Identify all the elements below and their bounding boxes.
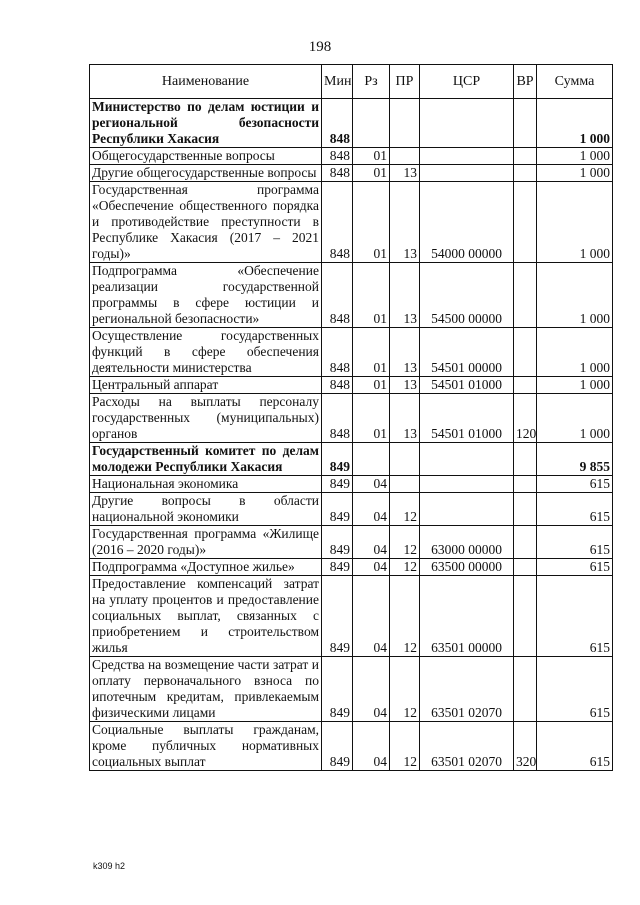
table-row — [90, 182, 613, 263]
cell-vr — [514, 493, 537, 526]
table-row — [90, 526, 613, 559]
cell-csr: 54501 01000 — [420, 394, 514, 443]
cell-name: Осуществление государственных функций в сфере обеспечения деятельности министерства — [90, 328, 322, 377]
cell-rz: 01 — [353, 263, 390, 328]
cell-csr: 63501 02070 — [420, 722, 514, 771]
table-row — [90, 722, 613, 771]
cell-rz: 04 — [353, 476, 390, 493]
cell-min: 849 — [322, 576, 353, 657]
table-row — [90, 476, 613, 493]
cell-pr: 12 — [390, 657, 420, 722]
cell-csr: 54501 00000 — [420, 328, 514, 377]
cell-rz: 04 — [353, 493, 390, 526]
cell-sum: 615 — [537, 722, 613, 771]
cell-sum: 1 000 — [537, 328, 613, 377]
cell-pr — [390, 443, 420, 476]
cell-csr — [420, 165, 514, 182]
cell-min: 848 — [322, 182, 353, 263]
cell-csr: 63501 02070 — [420, 657, 514, 722]
cell-min: 849 — [322, 493, 353, 526]
cell-pr: 12 — [390, 576, 420, 657]
table-row — [90, 99, 613, 148]
cell-sum: 615 — [537, 526, 613, 559]
cell-vr — [514, 559, 537, 576]
cell-rz: 01 — [353, 328, 390, 377]
cell-csr — [420, 476, 514, 493]
cell-min: 848 — [322, 148, 353, 165]
cell-rz: 01 — [353, 394, 390, 443]
table-header-row — [90, 65, 613, 99]
cell-min: 849 — [322, 443, 353, 476]
cell-sum: 615 — [537, 476, 613, 493]
cell-vr — [514, 148, 537, 165]
cell-min: 849 — [322, 559, 353, 576]
table-row — [90, 377, 613, 394]
header-name: Наименование — [90, 65, 322, 99]
header-vr: ВР — [514, 65, 537, 99]
cell-pr: 13 — [390, 377, 420, 394]
budget-table — [89, 64, 613, 771]
table-row — [90, 559, 613, 576]
footer-code: k309 h2 — [93, 861, 126, 871]
cell-rz: 04 — [353, 526, 390, 559]
cell-min: 848 — [322, 165, 353, 182]
cell-csr: 63501 00000 — [420, 576, 514, 657]
cell-vr — [514, 576, 537, 657]
cell-pr: 12 — [390, 722, 420, 771]
cell-sum: 1 000 — [537, 165, 613, 182]
table-row — [90, 394, 613, 443]
cell-min: 849 — [322, 476, 353, 493]
header-csr: ЦСР — [420, 65, 514, 99]
cell-vr — [514, 328, 537, 377]
cell-csr — [420, 148, 514, 165]
cell-name: Государственная программа «Жилище (2016 – 2020 годы)» — [90, 526, 322, 559]
table-row — [90, 148, 613, 165]
cell-name: Другие общегосударственные вопросы — [90, 165, 322, 182]
cell-pr: 13 — [390, 394, 420, 443]
table-row — [90, 443, 613, 476]
cell-min: 849 — [322, 722, 353, 771]
table-body — [90, 99, 613, 771]
cell-vr: 120 — [514, 394, 537, 443]
cell-sum: 615 — [537, 493, 613, 526]
cell-name: Национальная экономика — [90, 476, 322, 493]
cell-name: Социальные выплаты гражданам, кроме публичных нормативных социальных выплат — [90, 722, 322, 771]
cell-sum: 1 000 — [537, 99, 613, 148]
cell-sum: 1 000 — [537, 394, 613, 443]
cell-name: Расходы на выплаты персоналу государственных (муниципальных) органов — [90, 394, 322, 443]
table-row — [90, 657, 613, 722]
cell-csr: 54000 00000 — [420, 182, 514, 263]
cell-min: 848 — [322, 377, 353, 394]
cell-rz: 04 — [353, 657, 390, 722]
cell-sum: 615 — [537, 657, 613, 722]
cell-name: Средства на возмещение части затрат и оплату первоначального взноса по ипотечным кредитам, привлекаемым физическими лицами — [90, 657, 322, 722]
cell-name: Другие вопросы в области национальной экономики — [90, 493, 322, 526]
cell-pr: 12 — [390, 526, 420, 559]
header-pr: ПР — [390, 65, 420, 99]
cell-csr: 54501 01000 — [420, 377, 514, 394]
cell-vr — [514, 657, 537, 722]
cell-vr — [514, 476, 537, 493]
cell-pr: 12 — [390, 559, 420, 576]
cell-rz — [353, 99, 390, 148]
header-sum: Сумма — [537, 65, 613, 99]
cell-min: 849 — [322, 657, 353, 722]
cell-pr: 13 — [390, 328, 420, 377]
cell-sum: 1 000 — [537, 148, 613, 165]
cell-rz: 04 — [353, 722, 390, 771]
header-min: Мин — [322, 65, 353, 99]
cell-rz: 04 — [353, 559, 390, 576]
cell-rz: 01 — [353, 377, 390, 394]
cell-sum: 615 — [537, 559, 613, 576]
cell-name: Предоставление компенсаций затрат на уплату процентов и предоставление социальных выплат, связанных с приобретением и строительством жилья — [90, 576, 322, 657]
cell-pr: 12 — [390, 493, 420, 526]
cell-pr — [390, 148, 420, 165]
cell-vr — [514, 182, 537, 263]
cell-name: Общегосударственные вопросы — [90, 148, 322, 165]
header-rz: Рз — [353, 65, 390, 99]
cell-rz: 01 — [353, 165, 390, 182]
cell-min: 849 — [322, 526, 353, 559]
table-row — [90, 263, 613, 328]
cell-name: Подпрограмма «Доступное жилье» — [90, 559, 322, 576]
table-row — [90, 493, 613, 526]
cell-name: Подпрограмма «Обеспечение реализации государственной программы в сфере юстиции и региональной безопасности» — [90, 263, 322, 328]
cell-min: 848 — [322, 328, 353, 377]
cell-min: 848 — [322, 394, 353, 443]
cell-vr — [514, 165, 537, 182]
cell-sum: 1 000 — [537, 182, 613, 263]
cell-vr: 320 — [514, 722, 537, 771]
cell-vr — [514, 377, 537, 394]
cell-vr — [514, 443, 537, 476]
cell-pr — [390, 476, 420, 493]
cell-vr — [514, 263, 537, 328]
cell-csr — [420, 443, 514, 476]
cell-rz: 01 — [353, 182, 390, 263]
cell-rz: 01 — [353, 148, 390, 165]
table-row — [90, 328, 613, 377]
table-row — [90, 165, 613, 182]
cell-rz — [353, 443, 390, 476]
cell-name: Министерство по делам юстиции и региональной безопасности Республики Хакасия — [90, 99, 322, 148]
page-number: 198 — [308, 39, 332, 55]
cell-vr — [514, 526, 537, 559]
cell-pr: 13 — [390, 182, 420, 263]
cell-csr: 54500 00000 — [420, 263, 514, 328]
cell-pr: 13 — [390, 263, 420, 328]
cell-sum: 9 855 — [537, 443, 613, 476]
cell-name: Государственный комитет по делам молодежи Республики Хакасия — [90, 443, 322, 476]
cell-sum: 1 000 — [537, 377, 613, 394]
cell-sum: 1 000 — [537, 263, 613, 328]
cell-vr — [514, 99, 537, 148]
cell-name: Центральный аппарат — [90, 377, 322, 394]
table-row — [90, 576, 613, 657]
cell-pr: 13 — [390, 165, 420, 182]
cell-csr — [420, 493, 514, 526]
cell-min: 848 — [322, 263, 353, 328]
cell-csr: 63500 00000 — [420, 559, 514, 576]
cell-csr — [420, 99, 514, 148]
cell-rz: 04 — [353, 576, 390, 657]
cell-name: Государственная программа «Обеспечение общественного порядка и противодействие преступности в Республике Хакасия (2017 – 2021 годы)» — [90, 182, 322, 263]
cell-pr — [390, 99, 420, 148]
cell-min: 848 — [322, 99, 353, 148]
cell-csr: 63000 00000 — [420, 526, 514, 559]
cell-sum: 615 — [537, 576, 613, 657]
